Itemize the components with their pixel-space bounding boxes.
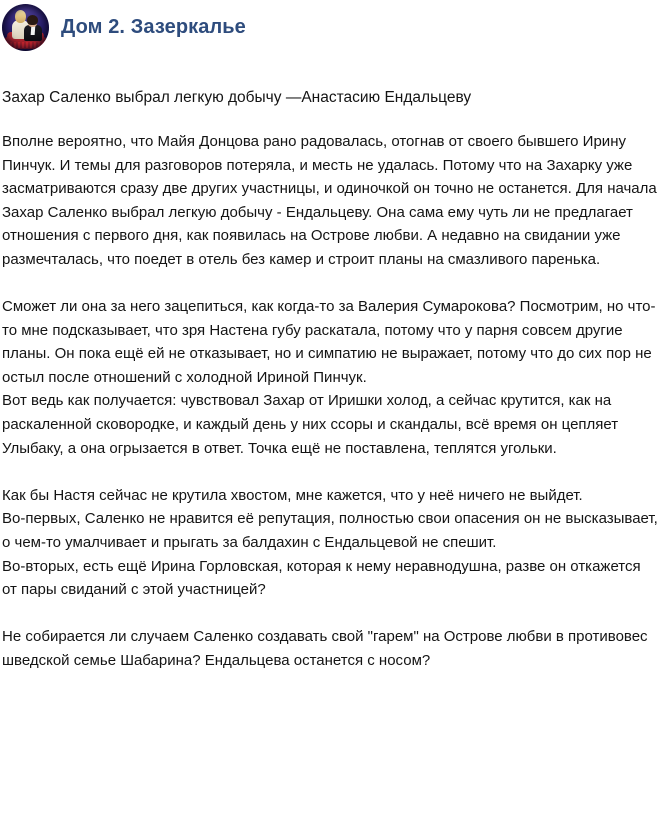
avatar-man-shirt-shape [31,25,36,35]
article-paragraph [2,130,658,272]
paragraph-line: Сможет ли она за него зацепиться, как когда-то за Валерия Сумарокова? Посмотрим, но что-то мне подсказывает, что зря Настена губу раскатала, потому что у парня совсем другие планы. Он пока ещё ей не отказывает, но и симпатию не выражает, потому что до сих пор не остыл после отношений с холодной Ириной Пинчук. [2,298,656,386]
avatar-man-face-shape [28,19,37,27]
article-body [0,88,670,672]
paragraph-line: Во-первых, Саленко не нравится её репутация, полностью свои опасения он не высказывает, о чем-то умалчивает и прыгать за балдахин с Ендальцевой не спешит. [2,510,658,551]
article-paragraph [2,295,658,460]
avatar-woman-hair-shape [15,10,26,23]
paragraph-line: Вполне вероятно, что Майя Донцова рано радовалась, отогнав от своего бывшего Ирину Пинчук. И темы для разговоров потеряла, и месть не удалась. Потому что на Захарку уже засматриваются сразу две других участницы, и одиночкой он точно не останется. Для начала Захар Саленко выбрал легкую добычу - Ендальцеву. Она сама ему чуть ли не предлагает отношения с первого дня, как появилась на Острове любви. А недавно на свидании уже размечталась, что поедет в отель без камер и строит планы на смазливого паренька. [2,133,657,268]
article-paragraph [2,484,658,602]
blog-header [0,0,670,52]
article-paragraph [2,625,658,672]
avatar-caption-strip [6,42,45,48]
avatar-sofa-arm-right-shape [38,37,47,50]
avatar-man-body-shape [24,25,42,41]
paragraph-line: Вот ведь как получается: чувствовал Захар от Иришки холод, а сейчас крутится, как на раскаленной сковородке, и каждый день у них ссоры и скандалы, всё время он цепляет Улыбаку, а она огрызается в ответ. Точка ещё не поставлена, теплятся угольки. [2,392,619,457]
article-paragraphs [2,130,658,672]
avatar-man-hair-shape [27,15,38,25]
avatar-woman-body-shape [12,20,29,39]
paragraph-line: Во-вторых, есть ещё Ирина Горловская, которая к нему неравнодушна, разве он откажется от пары свиданий с этой участницей? [2,557,641,599]
blog-avatar-image[interactable] [2,4,49,51]
paragraph-line: Не собирается ли случаем Саленко создавать свой "гарем" на Острове любви в противовес шведской семье Шабарина? Ендальцева останется с носом? [2,628,648,669]
avatar-sofa-shape [7,32,44,49]
article-headline: Захар Саленко выбрал легкую добычу —Анастасию Ендальцеву [2,89,472,106]
paragraph-line: Как бы Настя сейчас не крутила хвостом, мне кажется, что у неё ничего не выйдет. [2,486,583,504]
blog-title[interactable]: Дом 2. Зазеркалье [61,16,246,38]
